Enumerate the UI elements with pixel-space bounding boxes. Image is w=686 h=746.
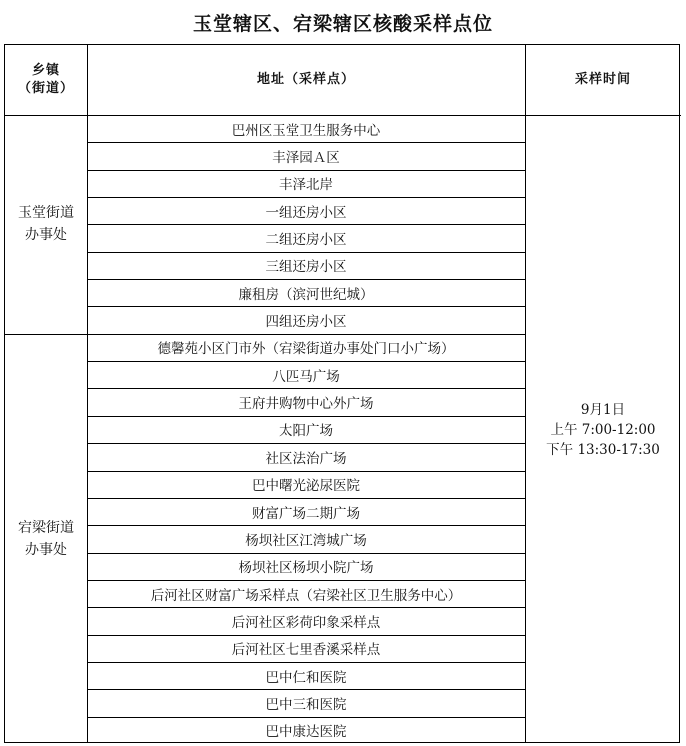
town-cell-dangliang [5,334,87,744]
site-row: 后河社区财富广场采样点（宕梁社区卫生服务中心） [150,587,462,604]
site-row: 一组还房小区 [265,204,347,221]
header-address: 地址（采样点） [256,72,355,87]
site-row: 八匹马广场 [272,368,340,385]
site-row: 丰泽园Ａ区 [272,150,340,167]
site-row: 四组还房小区 [265,314,347,331]
site-row: 太阳广场 [279,423,333,440]
site-row: 王府井购物中心外广场 [238,396,374,413]
site-row: 廉租房（滨河世纪城） [238,286,374,303]
sampling-time-cell [525,115,681,744]
site-row: 杨坝社区江湾城广场 [245,532,367,549]
sampling-afternoon: 下午 13:30-17:30 [546,441,660,458]
site-row: 三组还房小区 [265,259,347,276]
sampling-date: 9月1日 [580,401,626,418]
page-title: 玉堂辖区、宕梁辖区核酸采样点位 [192,13,493,35]
site-row: 财富广场二期广场 [252,505,360,522]
site-row: 后河社区彩荷印象采样点 [231,614,381,631]
header-time: 采样时间 [574,72,631,87]
town-office: 办事处 [25,227,67,244]
header-town [5,45,87,115]
site-row: 巴中曙光泌尿医院 [252,478,360,495]
site-row: 巴州区玉堂卫生服务中心 [231,122,381,139]
site-row: 德馨苑小区门市外（宕梁街道办事处门口小广场） [157,341,455,358]
sampling-morning: 上午 7:00-12:00 [550,421,656,438]
site-row: 巴中仁和医院 [265,669,347,686]
town-office: 办事处 [25,541,67,558]
site-row: 社区法治广场 [265,450,347,467]
header-town-line1: 乡镇 [31,63,60,78]
site-row: 杨坝社区杨坝小院广场 [238,560,374,577]
site-row: 丰泽北岸 [279,177,333,194]
header-town-line2: （街道） [17,81,74,96]
town-name: 宕梁街道 [18,519,74,536]
site-row: 后河社区七里香溪采样点 [231,642,381,659]
sampling-sites-table [4,44,680,743]
site-row: 巴中三和医院 [265,696,347,713]
town-cell-yutang [5,115,87,334]
site-row: 二组还房小区 [265,232,347,249]
town-name: 玉堂街道 [18,205,74,222]
site-row: 巴中康达医院 [265,724,347,741]
